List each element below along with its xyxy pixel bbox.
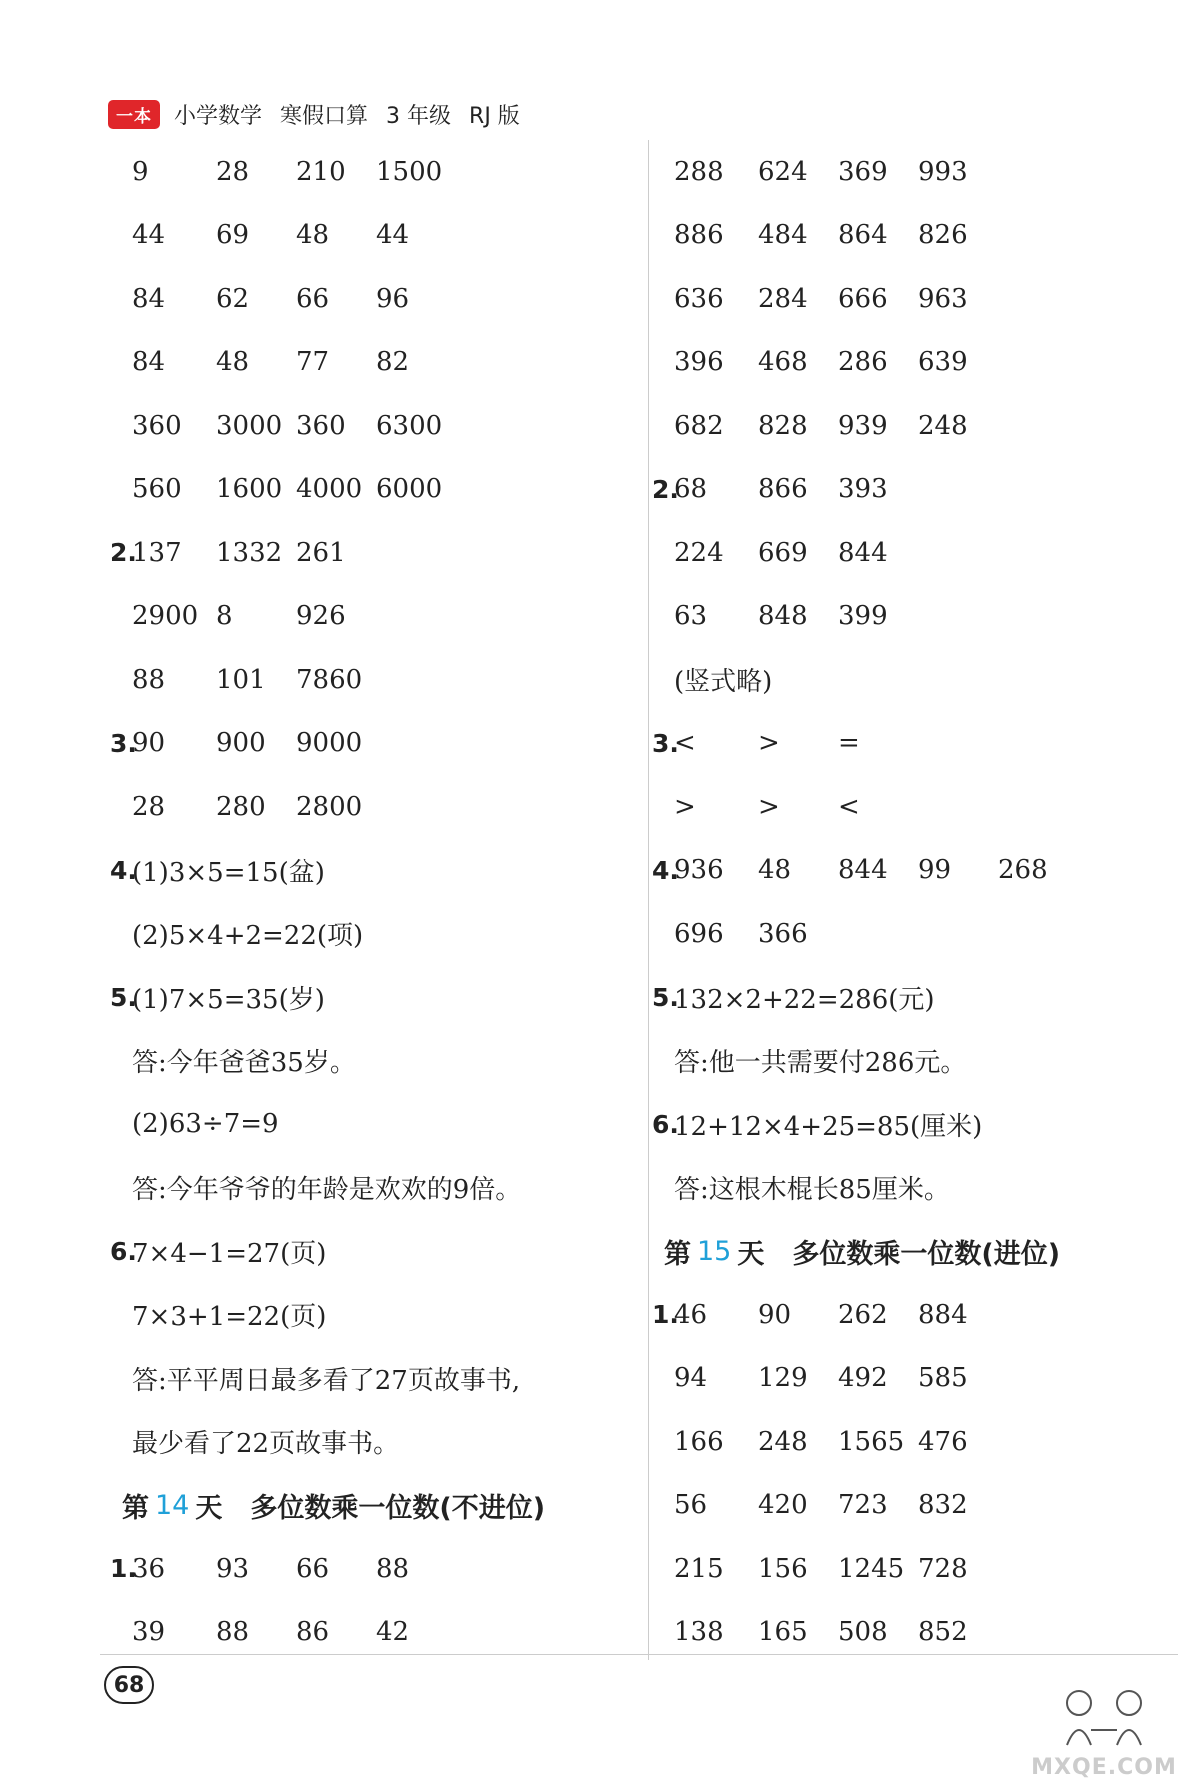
book-title: 寒假口算 <box>280 103 369 129</box>
answer-cell: 137 <box>132 537 182 568</box>
answer-cell: 723 <box>838 1490 888 1521</box>
answer-cell: 900 <box>216 728 266 759</box>
answer-cell: 82 <box>376 347 410 378</box>
day-prefix: 第 <box>664 1238 691 1270</box>
answer-cell: 210 <box>296 156 346 187</box>
answer-row <box>122 1093 642 1157</box>
answer-cell: 832 <box>918 1490 968 1521</box>
answer-cell: 69 <box>216 220 250 251</box>
answer-cell: 66 <box>296 1553 330 1584</box>
answer-cell: 666 <box>838 283 888 314</box>
answer-text: 最少看了22页故事书。 <box>132 1429 400 1460</box>
answer-row <box>122 458 642 522</box>
answer-cell: 7860 <box>296 664 363 695</box>
answer-row <box>664 1347 1184 1411</box>
answer-cell: 96 <box>376 283 410 314</box>
section-heading <box>664 1220 1184 1284</box>
answer-cell: 476 <box>918 1426 968 1457</box>
answer-cell: 84 <box>132 347 166 378</box>
answer-row <box>110 966 642 1030</box>
answer-cell: 396 <box>674 347 724 378</box>
page-number: 68 <box>104 1666 154 1704</box>
question-number: 2. <box>652 474 679 504</box>
answer-text: 答:今年爷爷的年龄是欢欢的9倍。 <box>132 1175 522 1206</box>
day-suffix: 天 <box>737 1238 765 1270</box>
answer-cell: 286 <box>838 347 888 378</box>
answer-cell: 94 <box>674 1363 708 1394</box>
answer-cell: 224 <box>674 537 724 568</box>
answer-cell: 9 <box>132 156 149 187</box>
answer-cell: > <box>758 791 780 822</box>
question-number: 3. <box>652 728 679 758</box>
answer-cell: 165 <box>758 1617 808 1648</box>
question-number: 6. <box>652 1109 679 1139</box>
answer-row <box>664 267 1184 331</box>
answer-cell: 682 <box>674 410 724 441</box>
answer-row <box>664 902 1184 966</box>
answer-cell: 852 <box>918 1617 968 1648</box>
answer-cell: 585 <box>918 1363 968 1394</box>
answer-cell: > <box>674 791 696 822</box>
answer-row <box>652 1283 1184 1347</box>
day-suffix: 天 <box>195 1492 223 1524</box>
answer-row <box>664 394 1184 458</box>
question-number: 5. <box>652 982 679 1012</box>
answer-cell: > <box>758 728 780 759</box>
answer-cell: 508 <box>838 1617 888 1648</box>
question-number: 1. <box>652 1300 679 1330</box>
answer-cell: 28 <box>132 791 166 822</box>
answer-cell: 44 <box>132 220 166 251</box>
answer-cell: 248 <box>918 410 968 441</box>
page-header <box>108 96 538 132</box>
answer-cell: 993 <box>918 156 968 187</box>
answer-cell: < <box>838 791 860 822</box>
answer-cell: 1245 <box>838 1553 905 1584</box>
edition-label: RJ 版 <box>469 103 520 129</box>
answer-text: (1)7×5=35(岁) <box>132 984 325 1015</box>
answer-cell: 926 <box>296 601 346 632</box>
answer-text: (2)63÷7=9 <box>132 1109 279 1140</box>
answer-row <box>664 1029 1184 1093</box>
answer-cell: 848 <box>758 601 808 632</box>
answer-text: 答:平平周日最多看了27页故事书, <box>132 1365 521 1396</box>
answer-cell: 886 <box>674 220 724 251</box>
answer-cell: 48 <box>216 347 250 378</box>
answer-cell: 261 <box>296 537 346 568</box>
answer-cell: 56 <box>674 1490 708 1521</box>
answer-cell: 268 <box>998 855 1048 886</box>
answer-cell: 560 <box>132 474 182 505</box>
answer-row <box>122 140 642 204</box>
answer-cell: 393 <box>838 474 888 505</box>
question-number: 5. <box>110 982 137 1012</box>
answer-cell: 248 <box>758 1426 808 1457</box>
answer-cell: 288 <box>674 156 724 187</box>
question-number: 4. <box>652 855 679 885</box>
answer-row <box>122 331 642 395</box>
answer-text: (1)3×5=15(盆) <box>132 857 325 888</box>
question-number: 2. <box>110 538 137 568</box>
answer-cell: 77 <box>296 347 330 378</box>
day-prefix: 第 <box>122 1492 149 1524</box>
answer-cell: 39 <box>132 1617 166 1648</box>
answer-row <box>110 521 642 585</box>
answer-cell: 284 <box>758 283 808 314</box>
answer-cell: 166 <box>674 1426 724 1457</box>
answer-cell: 828 <box>758 410 808 441</box>
answer-cell: 2900 <box>132 601 199 632</box>
answer-cell: 1500 <box>376 156 443 187</box>
answer-text: (竖式略) <box>674 667 773 698</box>
answer-cell: 420 <box>758 1490 808 1521</box>
answer-row <box>110 1220 642 1284</box>
answer-row <box>664 775 1184 839</box>
answer-cell: 864 <box>838 220 888 251</box>
cartoon-kids-icon <box>1049 1685 1159 1755</box>
answer-cell: 63 <box>674 601 708 632</box>
answer-row <box>122 648 642 712</box>
answer-text: 132×2+22=286(元) <box>674 984 935 1015</box>
answer-row <box>664 204 1184 268</box>
footer-divider <box>100 1654 1178 1655</box>
answer-cell: 9000 <box>296 728 363 759</box>
answer-row <box>664 648 1184 712</box>
day-number: 15 <box>697 1235 732 1267</box>
question-number: 6. <box>110 1236 137 1266</box>
answer-row <box>122 1283 642 1347</box>
answer-text: 7×3+1=22(页) <box>132 1302 327 1333</box>
answer-row <box>122 1347 642 1411</box>
answer-cell: 90 <box>758 1299 792 1330</box>
answer-cell: 129 <box>758 1363 808 1394</box>
answer-cell: 1565 <box>838 1426 905 1457</box>
question-number: 1. <box>110 1554 137 1584</box>
question-number: 3. <box>110 728 137 758</box>
grade-label: 3 年级 <box>386 103 452 129</box>
answer-cell: 156 <box>758 1553 808 1584</box>
answer-cell: 492 <box>838 1363 888 1394</box>
answer-cell: 4000 <box>296 474 363 505</box>
answer-cell: 360 <box>296 410 346 441</box>
answer-row <box>122 902 642 966</box>
answer-cell: 369 <box>838 156 888 187</box>
answer-cell: 636 <box>674 283 724 314</box>
section-title: 多位数乘一位数(进位) <box>792 1238 1061 1270</box>
answer-cell: 48 <box>296 220 330 251</box>
answer-cell: 215 <box>674 1553 724 1584</box>
answer-cell: 6000 <box>376 474 443 505</box>
section-title: 多位数乘一位数(不进位) <box>250 1492 546 1524</box>
answer-cell: 468 <box>758 347 808 378</box>
answer-cell: 44 <box>376 220 410 251</box>
answer-text: 7×4−1=27(页) <box>132 1238 327 1269</box>
answer-cell: < <box>674 728 696 759</box>
answer-text: (2)5×4+2=22(项) <box>132 921 364 952</box>
answer-row <box>652 458 1184 522</box>
answer-cell: 624 <box>758 156 808 187</box>
answer-row <box>110 1537 642 1601</box>
answer-cell: 88 <box>376 1553 410 1584</box>
answer-cell: 90 <box>132 728 166 759</box>
day-number: 14 <box>155 1489 190 1521</box>
answer-cell: 2800 <box>296 791 363 822</box>
answer-row <box>664 140 1184 204</box>
answer-row <box>122 775 642 839</box>
answer-cell: 42 <box>376 1617 410 1648</box>
answer-cell: 84 <box>132 283 166 314</box>
answer-cell: 66 <box>296 283 330 314</box>
answer-row <box>122 1410 642 1474</box>
subject-label: 小学数学 <box>174 103 263 129</box>
answer-cell: 844 <box>838 855 888 886</box>
answer-row <box>122 1156 642 1220</box>
brand-logo: 一本 <box>108 100 160 129</box>
answer-row <box>652 712 1184 776</box>
answer-cell: 696 <box>674 918 724 949</box>
answer-cell: 884 <box>918 1299 968 1330</box>
watermark-text: MXQE.COM <box>1031 1755 1177 1780</box>
answer-row <box>122 394 642 458</box>
answer-row <box>122 204 642 268</box>
answer-cell: 1600 <box>216 474 283 505</box>
answer-cell: 669 <box>758 537 808 568</box>
answer-cell: 93 <box>216 1553 250 1584</box>
answer-cell: 826 <box>918 220 968 251</box>
answer-row <box>664 331 1184 395</box>
answer-row <box>664 1474 1184 1538</box>
answer-cell: 3000 <box>216 410 283 441</box>
answer-cell: 963 <box>918 283 968 314</box>
answer-cell: 88 <box>132 664 166 695</box>
answer-cell: 360 <box>132 410 182 441</box>
left-answer-column <box>110 140 642 1664</box>
answer-cell: 99 <box>918 855 952 886</box>
column-divider <box>648 140 649 1660</box>
answer-cell: 936 <box>674 855 724 886</box>
answer-cell: 366 <box>758 918 808 949</box>
answer-cell: 48 <box>758 855 792 886</box>
answer-row <box>664 521 1184 585</box>
answer-cell: 88 <box>216 1617 250 1648</box>
answer-row <box>122 267 642 331</box>
answer-cell: 866 <box>758 474 808 505</box>
answer-cell: 399 <box>838 601 888 632</box>
answer-cell: 639 <box>918 347 968 378</box>
answer-cell: 844 <box>838 537 888 568</box>
answer-cell: 280 <box>216 791 266 822</box>
answer-row <box>122 585 642 649</box>
answer-text: 答:这根木棍长85厘米。 <box>674 1175 950 1206</box>
answer-cell: 138 <box>674 1617 724 1648</box>
answer-row <box>110 712 642 776</box>
question-number: 4. <box>110 855 137 885</box>
answer-cell: 86 <box>296 1617 330 1648</box>
answer-cell: 36 <box>132 1553 166 1584</box>
watermark <box>1031 1660 1177 1780</box>
answer-cell: 28 <box>216 156 250 187</box>
answer-text: 答:他一共需要付286元。 <box>674 1048 967 1079</box>
answer-cell: 101 <box>216 664 266 695</box>
answer-text: 答:今年爸爸35岁。 <box>132 1048 356 1079</box>
answer-cell: 939 <box>838 410 888 441</box>
answer-row <box>664 1410 1184 1474</box>
right-answer-column <box>652 140 1184 1664</box>
answer-row <box>652 1093 1184 1157</box>
answer-row <box>664 585 1184 649</box>
answer-cell: = <box>838 728 860 759</box>
answer-cell: 728 <box>918 1553 968 1584</box>
answer-row <box>664 1537 1184 1601</box>
answer-cell: 484 <box>758 220 808 251</box>
answer-row <box>110 839 642 903</box>
answer-text: 12+12×4+25=85(厘米) <box>674 1111 983 1142</box>
answer-cell: 8 <box>216 601 233 632</box>
answer-cell: 262 <box>838 1299 888 1330</box>
answer-cell: 1332 <box>216 537 283 568</box>
answer-cell: 62 <box>216 283 250 314</box>
answer-row <box>122 1029 642 1093</box>
answer-row <box>652 966 1184 1030</box>
answer-row <box>664 1156 1184 1220</box>
answer-cell: 46 <box>674 1299 708 1330</box>
answer-cell: 6300 <box>376 410 443 441</box>
answer-row <box>652 839 1184 903</box>
answer-cell: 68 <box>674 474 708 505</box>
section-heading <box>122 1474 642 1538</box>
